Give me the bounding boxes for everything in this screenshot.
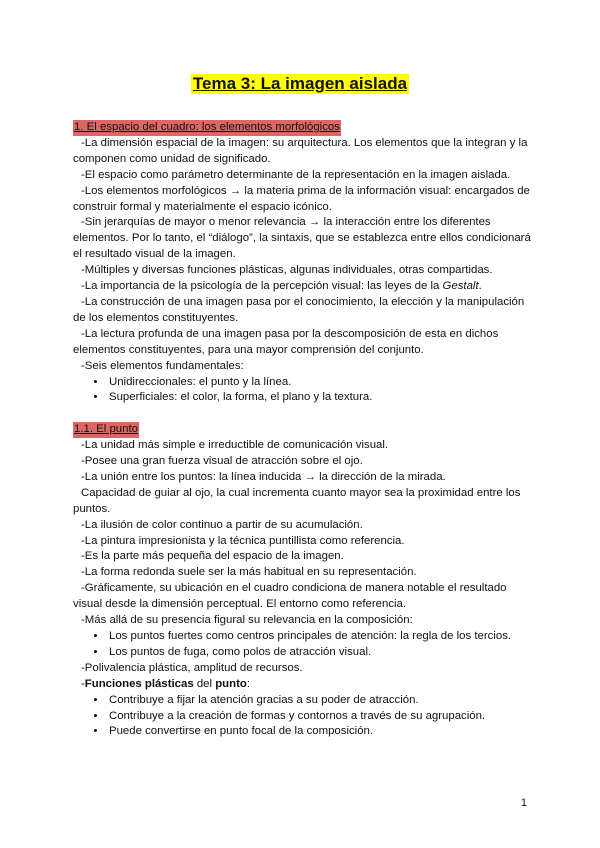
list-item: • Los puntos de fuga, como polos de atracción visual.: [107, 645, 533, 661]
list-item: • Contribuye a la creación de formas y contornos a través de su agrupación.: [107, 709, 533, 725]
paragraph: -Los elementos morfológicos → la materia prima de la información visual: encargados de construir formal y materialmente el espacio icónico.: [73, 184, 530, 213]
paragraph: -La construcción de una imagen pasa por el conocimiento, la elección y la manipulación de los elementos constituyentes.: [73, 295, 525, 324]
funciones-suffix: :: [246, 677, 251, 690]
paragraph-funciones: [73, 677, 533, 693]
list-item: • Puede convertirse en punto focal de la composición.: [107, 724, 533, 740]
paragraph: -Múltiples y diversas funciones plásticas, algunas individuales, otras compartidas.: [81, 264, 493, 277]
list-item: • Unidireccionales: el punto y la línea.: [107, 375, 533, 391]
paragraph-gestalt: [73, 279, 533, 295]
funciones-bold-2: punto: [215, 677, 247, 690]
list-item: • Contribuye a fijar la atención gracias a su poder de atracción.: [107, 693, 533, 709]
list-item: • Los puntos fuertes como centros principales de atención: la regla de los tercios.: [107, 629, 533, 645]
paragraph: Capacidad de guiar al ojo, la cual incrementa cuanto mayor sea la proximidad entre los puntos.: [73, 486, 521, 515]
section-heading-espacio: [73, 120, 533, 136]
paragraph: -La ilusión de color continuo a partir de su acumulación.: [81, 518, 363, 531]
funciones-bold-1: Funciones plásticas: [84, 677, 194, 690]
document-title: Tema 3: La imagen aislada: [192, 74, 408, 93]
paragraph: -Es la parte más pequeña del espacio de la imagen.: [81, 550, 344, 563]
paragraph: -Más allá de su presencia figural su relevancia en la composición:: [81, 614, 413, 627]
gestalt-suffix: .: [478, 280, 482, 293]
funciones-mid: del: [193, 677, 216, 690]
funciones-prefix: -: [81, 677, 85, 690]
paragraph: -La unidad más simple e irreductible de comunicación visual.: [81, 439, 389, 452]
spacer: [73, 406, 533, 422]
paragraph: -La unión entre los puntos: la línea inducida → la dirección de la mirada.: [81, 470, 446, 483]
composition-list: [73, 629, 533, 661]
paragraph: -El espacio como parámetro determinante de la representación en la imagen aislada.: [81, 168, 511, 181]
paragraph: -Seis elementos fundamentales:: [81, 359, 244, 372]
paragraph: -Sin jerarquías de mayor o menor relevancia → la interacción entre los diferentes elementos. Por lo tanto, el “diálogo”, la sintaxis, que se establezca entre ellos condicionará el resultado visual de la imagen.: [73, 216, 531, 261]
section-1-1-heading: 1.1. El punto: [73, 422, 139, 438]
paragraph: -La lectura profunda de una imagen pasa por la descomposición de esta en dichos elementos constituyentes, para una mayor comprensión del conjunto.: [73, 327, 499, 356]
paragraph: -Polivalencia plástica, amplitud de recursos.: [81, 661, 303, 674]
paragraph: -La forma redonda suele ser la más habitual en su representación.: [81, 566, 417, 579]
functions-list: [73, 693, 533, 741]
paragraph: -Posee una gran fuerza visual de atracción sobre el ojo.: [81, 455, 363, 468]
gestalt-prefix: -La importancia de la psicología de la percepción visual: las leyes de la: [81, 280, 443, 293]
gestalt-term: Gestalt: [442, 280, 479, 293]
section-1-heading: 1. El espacio del cuadro: los elementos morfológicos: [73, 120, 341, 136]
paragraph: -Gráficamente, su ubicación en el cuadro condiciona de manera notable el resultado visual desde la dimensión perceptual. El entorno como referencia.: [73, 582, 507, 611]
document-body: [73, 120, 533, 740]
paragraph: -La dimensión espacial de la imagen: su arquitectura. Los elementos que la integran y la componen como unidad de significado.: [73, 136, 528, 165]
section-heading-punto: [73, 422, 533, 438]
list-item: • Superficiales: el color, la forma, el plano y la textura.: [107, 390, 533, 406]
elements-list: [73, 375, 533, 407]
paragraph: -La pintura impresionista y la técnica puntillista como referencia.: [81, 534, 405, 547]
page-number: 1: [520, 797, 527, 809]
title-container: [0, 74, 600, 94]
